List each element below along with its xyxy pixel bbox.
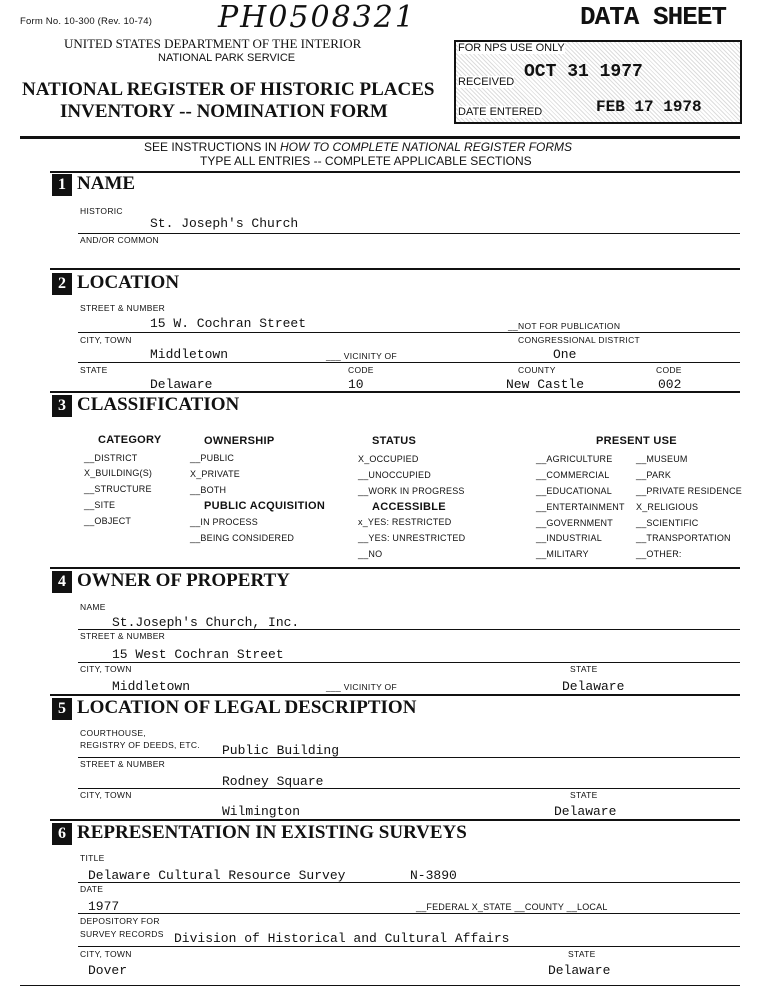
section3-number: 3 (52, 395, 72, 417)
courthouse-label: COURTHOUSE, (80, 728, 146, 738)
ownership-private: X_PRIVATE (190, 469, 240, 479)
survey-date-value: 1977 (88, 899, 120, 914)
received-label: RECEIVED (458, 76, 515, 88)
category-structure: __STRUCTURE (84, 484, 152, 494)
use-commercial: __COMMERCIAL (536, 470, 610, 480)
legal-state-label: STATE (570, 790, 598, 800)
survey-title-value: Delaware Cultural Resource Survey (88, 868, 346, 883)
acquisition-heading: PUBLIC ACQUISITION (204, 500, 326, 512)
survey-levels: __FEDERAL X_STATE __COUNTY __LOCAL (416, 902, 608, 912)
header-rule (20, 136, 740, 139)
city-label: CITY, TOWN (80, 335, 132, 345)
section3-top-rule (50, 391, 740, 393)
instructions-line2: TYPE ALL ENTRIES -- COMPLETE APPLICABLE SECTIONS (200, 154, 532, 168)
category-site: __SITE (84, 500, 116, 510)
handwritten-id: PH0508321 (218, 0, 416, 35)
legal-state-value: Delaware (554, 804, 617, 819)
owner-street-label: STREET & NUMBER (80, 631, 166, 641)
use-other: __OTHER: (636, 549, 682, 559)
section5-top-rule (50, 694, 740, 696)
form-number: Form No. 10-300 (Rev. 10-74) (20, 16, 153, 27)
owner-name-value: St.Joseph's Church, Inc. (112, 615, 300, 630)
entered-date: FEB 17 1978 (596, 98, 702, 116)
accessible-heading: ACCESSIBLE (372, 501, 446, 513)
use-religious: X_RELIGIOUS (636, 502, 699, 512)
use-military: __MILITARY (536, 549, 589, 559)
section1-number: 1 (52, 174, 72, 196)
section6-number: 6 (52, 823, 72, 845)
entered-label: DATE ENTERED (458, 106, 543, 118)
owner-state-label: STATE (570, 664, 598, 674)
category-object: __OBJECT (84, 516, 132, 526)
code-value: 10 (348, 377, 364, 392)
present-use-heading: PRESENT USE (596, 435, 677, 447)
use-transportation: __TRANSPORTATION (636, 533, 731, 543)
use-educational: __EDUCATIONAL (536, 486, 612, 496)
street-label: STREET & NUMBER (80, 303, 166, 313)
section3-title: CLASSIFICATION (77, 394, 240, 415)
code-label: CODE (348, 365, 374, 375)
survey-state-value: Delaware (548, 963, 611, 978)
status-work-in-progress: __WORK IN PROGRESS (358, 486, 465, 496)
status-heading: STATUS (372, 435, 417, 447)
use-agriculture: __AGRICULTURE (536, 454, 613, 464)
section2-top-rule (50, 268, 740, 270)
owner-name-rule (78, 629, 740, 630)
state-value: Delaware (150, 377, 213, 392)
legal-street-label: STREET & NUMBER (80, 759, 166, 769)
category-building: X_BUILDING(S) (84, 468, 153, 478)
use-industrial: __INDUSTRIAL (536, 533, 602, 543)
use-scientific: __SCIENTIFIC (636, 518, 699, 528)
ownership-public: __PUBLIC (190, 453, 235, 463)
legal-street-value: Rodney Square (222, 774, 324, 789)
acquisition-considered: __BEING CONSIDERED (190, 533, 295, 543)
section5-title: LOCATION OF LEGAL DESCRIPTION (77, 697, 417, 718)
not-for-publication: __NOT FOR PUBLICATION (508, 321, 621, 331)
legal-city-label: CITY, TOWN (80, 790, 132, 800)
city-value: Middletown (150, 347, 229, 362)
access-restricted: x_YES: RESTRICTED (358, 517, 452, 527)
form-title-line2: INVENTORY -- NOMINATION FORM (60, 101, 388, 122)
form-title-line1: NATIONAL REGISTER OF HISTORIC PLACES (22, 79, 435, 100)
survey-title-rule (78, 882, 740, 883)
status-unoccupied: __UNOCCUPIED (358, 470, 431, 480)
owner-city-value: Middletown (112, 679, 191, 694)
survey-city-value: Dover (88, 963, 128, 978)
owner-vicinity-of: ___ VICINITY OF (326, 682, 397, 692)
use-private-residence: __PRIVATE RESIDENCE (636, 486, 742, 496)
category-district: __DISTRICT (84, 453, 138, 463)
courthouse-value: Public Building (222, 743, 340, 758)
section6-top-rule (50, 819, 740, 821)
code2-value: 002 (658, 377, 682, 392)
park-service: NATIONAL PARK SERVICE (158, 52, 296, 64)
department: UNITED STATES DEPARTMENT OF THE INTERIOR (64, 36, 362, 51)
survey-number-value: N-3890 (410, 868, 457, 883)
state-label: STATE (80, 365, 108, 375)
city-rule (78, 362, 740, 363)
ownership-both: __BOTH (190, 485, 227, 495)
street-rule (78, 332, 740, 333)
access-unrestricted: __YES: UNRESTRICTED (358, 533, 466, 543)
owner-name-label: NAME (80, 602, 106, 612)
county-label: COUNTY (518, 365, 556, 375)
depository-rule (78, 946, 740, 947)
section4-number: 4 (52, 571, 72, 593)
use-entertainment: __ENTERTAINMENT (536, 502, 625, 512)
survey-state-label: STATE (568, 949, 596, 959)
code2-label: CODE (656, 365, 682, 375)
section1-title: NAME (77, 173, 136, 194)
instructions-line1: SEE INSTRUCTIONS IN HOW TO COMPLETE NATIONAL REGISTER FORMS (144, 140, 573, 154)
section6-title: REPRESENTATION IN EXISTING SURVEYS (77, 822, 467, 843)
access-no: __NO (358, 549, 383, 559)
status-occupied: X_OCCUPIED (358, 454, 419, 464)
nps-use-label: FOR NPS USE ONLY (458, 42, 565, 54)
ownership-heading: OWNERSHIP (204, 435, 275, 447)
survey-records-label: SURVEY RECORDS (80, 929, 164, 939)
received-date: OCT 31 1977 (524, 62, 643, 82)
legal-city-value: Wilmington (222, 804, 301, 819)
vicinity-of: ___ VICINITY OF (326, 351, 397, 361)
category-heading: CATEGORY (98, 434, 162, 446)
survey-date-rule (78, 913, 740, 914)
historic-name: St. Joseph's Church (150, 216, 299, 231)
courthouse-rule (78, 757, 740, 758)
owner-state-value: Delaware (562, 679, 625, 694)
use-museum: __MUSEUM (636, 454, 688, 464)
congressional-value: One (553, 347, 577, 362)
use-park: __PARK (636, 470, 672, 480)
registry-label: REGISTRY OF DEEDS, ETC. (80, 740, 200, 750)
data-sheet-stamp: DATA SHEET (580, 2, 727, 32)
section4-top-rule (50, 567, 740, 569)
section1-top-rule (50, 171, 740, 173)
owner-street-rule (78, 662, 740, 663)
owner-street-value: 15 West Cochran Street (112, 647, 284, 662)
section1-rule (78, 233, 740, 234)
section4-title: OWNER OF PROPERTY (77, 570, 290, 591)
common-label: AND/OR COMMON (80, 235, 159, 245)
survey-city-label: CITY, TOWN (80, 949, 132, 959)
use-government: __GOVERNMENT (536, 518, 613, 528)
section5-number: 5 (52, 698, 72, 720)
congressional-label: CONGRESSIONAL DISTRICT (518, 335, 640, 345)
legal-street-rule (78, 788, 740, 789)
depository-value: Division of Historical and Cultural Affairs (174, 931, 510, 946)
survey-title-label: TITLE (80, 853, 105, 863)
section2-number: 2 (52, 273, 72, 295)
depository-label: DEPOSITORY FOR (80, 916, 160, 926)
county-value: New Castle (506, 377, 585, 392)
owner-city-label: CITY, TOWN (80, 664, 132, 674)
survey-date-label: DATE (80, 884, 104, 894)
acquisition-in-process: __IN PROCESS (190, 517, 258, 527)
footer-rule (20, 985, 740, 986)
historic-label: HISTORIC (80, 206, 123, 216)
section2-title: LOCATION (77, 272, 180, 293)
street-value: 15 W. Cochran Street (150, 316, 307, 331)
